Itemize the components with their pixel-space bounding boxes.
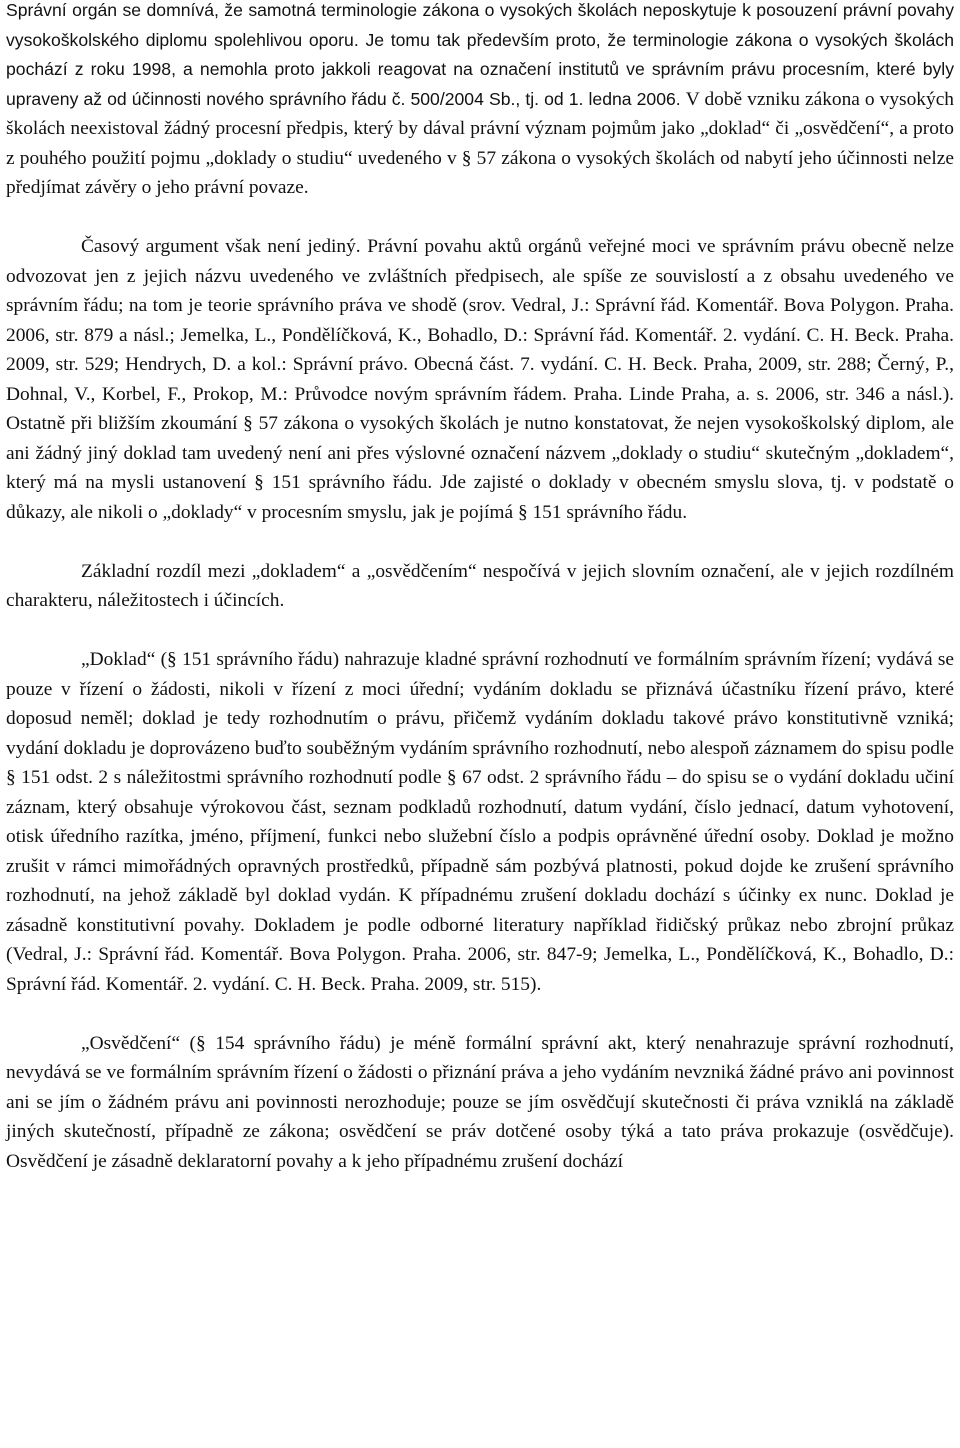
paragraph-3-text: Základní rozdíl mezi „dokladem“ a „osvědčením“ nespočívá v jejich slovním označení, ale v jejich rozdílném charakteru, náležitostech i účincích.	[6, 560, 954, 611]
paragraph-1-sans-text: Správní orgán se domnívá, že samotná terminologie zákona o vysokých školách neposkytuje k posouzení právní povahy vysokoškolského diplomu spolehlivou oporu. Je tomu tak především proto, že terminologie zákona o vysokých školách pochází z roku 1998, a nemohla proto jakkoli reagovat na označení institutů ve správním právu procesním, které byly upraveny až od účinnosti nového správního řádu č. 500/2004 Sb., tj. od 1. ledna 2006.	[6, 0, 954, 109]
paragraph-4-text: „Doklad“ (§ 151 správního řádu) nahrazuje kladné správní rozhodnutí ve formálním správním řízení; vydává se pouze v řízení o žádosti, nikoli v řízení z moci úřední; vydáním dokladu se přiznává účastníku řízení právo, které doposud neměl; doklad je tedy rozhodnutím o právu, přičemž vydáním dokladu takové právo konstitutivně vzniká; vydání dokladu je doprovázeno buďto souběžným vydáním správního rozhodnutí, nebo alespoň záznamem do spisu podle § 151 odst. 2 s náležitostmi správního rozhodnutí podle § 67 odst. 2 správního řádu – do spisu se o vydání dokladu učiní záznam, který obsahuje výrokovou část, seznam podkladů rozhodnutí, datum vydání, číslo jednací, datum vyhotovení, otisk úředního razítka, jméno, příjmení, funkci nebo služební číslo a podpis oprávněné úřední osoby. Doklad je možno zrušit v rámci mimořádných opravných prostředků, případně sám pozbývá platnosti, pokud dojde ke zrušení správního rozhodnutí, na jehož základě byl doklad vydán. K případnému zrušení dokladu dochází s účinky ex nunc. Doklad je zásadně konstitutivní povahy. Dokladem je podle odborné literatury například řidičský průkaz nebo zbrojní průkaz (Vedral, J.: Správní řád. Komentář. Bova Polygon. Praha. 2006, str. 847-9; Jemelka, L., Pondělíčková, K., Bohadlo, D.: Správní řád. Komentář. 2. vydání. C. H. Beck. Praha. 2009, str. 515).	[6, 649, 954, 995]
paragraph-2-text: Časový argument však není jediný. Právní povahu aktů orgánů veřejné moci ve správním právu obecně nelze odvozovat jen z jejich názvu uvedeného ve zvláštních předpisech, ale spíše ze souvislostí a z obsahu uvedeného ve správním řádu; na tom je teorie správního práva ve shodě (srov. Vedral, J.: Správní řád. Komentář. Bova Polygon. Praha. 2006, str. 879 a násl.; Jemelka, L., Pondělíčková, K., Bohadlo, D.: Správní řád. Komentář. 2. vydání. C. H. Beck. Praha. 2009, str. 529; Hendrych, D. a kol.: Správní právo. Obecná část. 7. vydání. C. H. Beck. Praha, 2009, str. 288; Černý, P., Dohnal, V., Korbel, F., Prokop, M.: Průvodce novým správním řádem. Praha. Linde Praha, a. s. 2006, str. 346 a násl.). Ostatně při bližším zkoumání § 57 zákona o vysokých školách je nutno konstatovat, že nejen vysokoškolský diplom, ale ani žádný jiný doklad tam uvedený není ani přes výslovné označení názvem „doklady o studiu“ skutečným „dokladem“, který má na mysli ustanovení § 151 správního řádu. Jde zajisté o doklady v obecném smyslu slova, tj. v podstatě o důkazy, ale nikoli o „doklady“ v procesním smyslu, jak je pojímá § 151 správního řádu.	[6, 236, 954, 523]
paragraph-1	[6, 0, 954, 203]
paragraph-5-text: „Osvědčení“ (§ 154 správního řádu) je méně formální správní akt, který nenahrazuje správní rozhodnutí, nevydává se ve formálním správním řízení o žádosti o přiznání práva a jeho vydáním nevzniká žádné právo ani povinnost ani se jím o žádném právu ani povinnosti nerozhoduje; pouze se jím osvědčují skutečnosti či práva vzniklá na základě jiných skutečností, případně ze zákona; osvědčení se práv dotčené osoby týká a tato práva prokazuje (osvědčuje). Osvědčení je zásadně deklaratorní povahy a k jeho případnému zrušení dochází	[6, 1032, 954, 1172]
paragraph-3	[6, 557, 954, 616]
paragraph-1-serif-text: V době vzniku zákona o vysokých školách neexistoval žádný procesní předpis, který by dával právní význam pojmům jako „doklad“ či „osvědčení“, a proto z pouhého použití pojmu „doklady o studiu“ uvedeného v § 57 zákona o vysokých školách od nabytí jeho účinnosti nelze předjímat závěry o jeho právní povaze.	[6, 88, 954, 198]
paragraph-5	[6, 1029, 954, 1177]
paragraph-2	[6, 232, 954, 527]
paragraph-4	[6, 645, 954, 999]
